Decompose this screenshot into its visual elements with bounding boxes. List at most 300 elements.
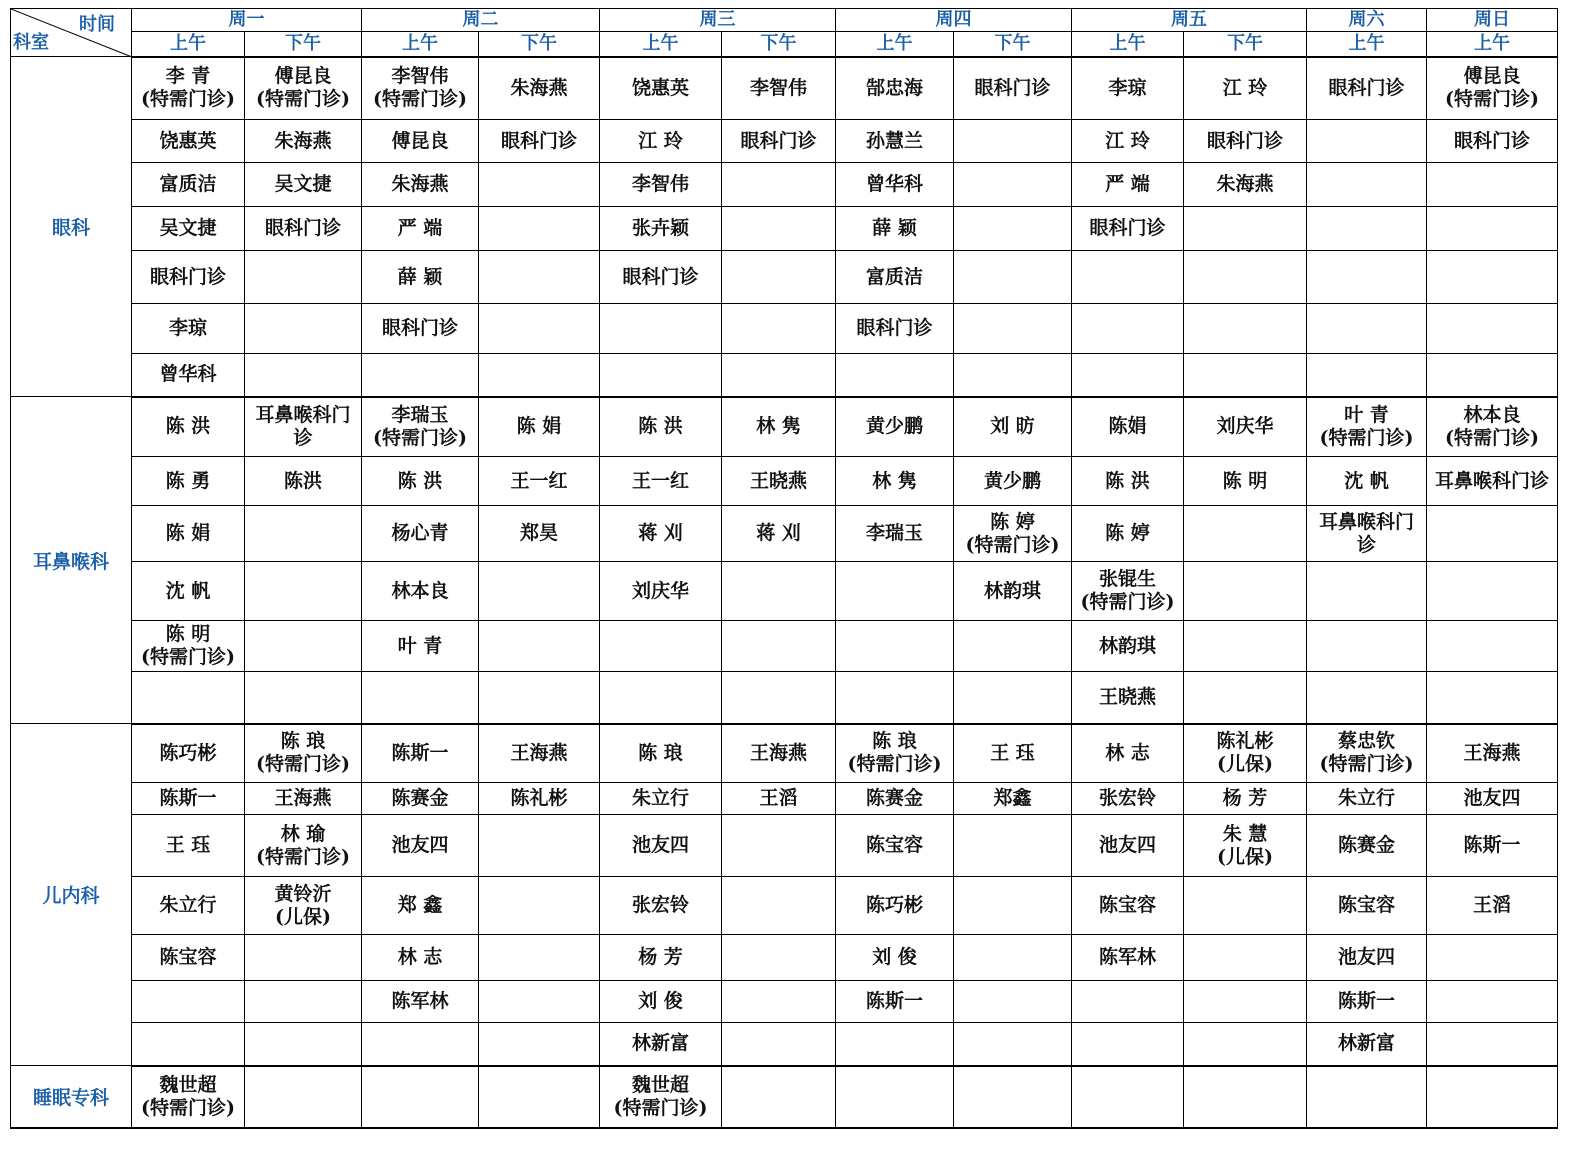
- doctor-name: 眼科门诊: [149, 265, 226, 288]
- schedule-cell: [479, 672, 600, 724]
- schedule-cell: [1184, 672, 1307, 724]
- schedule-cell: [479, 877, 600, 935]
- schedule-cell: [132, 457, 245, 506]
- schedule-cell: [1427, 304, 1558, 354]
- schedule-cell: [132, 783, 245, 815]
- doctor-name: 郑 鑫: [397, 894, 443, 916]
- schedule-cell: [479, 621, 600, 672]
- schedule-cell: [1072, 621, 1184, 672]
- schedule-cell: [245, 354, 362, 397]
- schedule-row: [11, 621, 1558, 672]
- schedule-cell: [1307, 1066, 1427, 1128]
- doctor-name: 池友四: [1337, 946, 1395, 968]
- schedule-cell: [362, 397, 479, 457]
- doctor-name: 王海燕: [274, 787, 332, 809]
- schedule-cell: [1427, 120, 1558, 163]
- doctor-name: 江 玲: [1105, 129, 1150, 152]
- doctor-name: 刘庆华: [1216, 415, 1274, 438]
- schedule-cell: [722, 783, 836, 815]
- doctor-name: 陈赛金: [865, 787, 923, 809]
- schedule-cell: [1427, 935, 1558, 981]
- schedule-cell: [479, 935, 600, 981]
- schedule-cell: [479, 1066, 600, 1128]
- schedule-cell: [132, 672, 245, 724]
- schedule-cell: [245, 935, 362, 981]
- schedule-cell: [362, 724, 479, 783]
- schedule-cell: [1072, 506, 1184, 562]
- schedule-cell: [1307, 163, 1427, 207]
- schedule-cell: [600, 621, 722, 672]
- schedule-cell: [1184, 724, 1307, 783]
- doctor-name: 陈 娟: [165, 522, 211, 544]
- doctor-name: 沈 帆: [165, 579, 211, 602]
- half-day-header: 下午: [479, 32, 600, 57]
- doctor-name: 林本良 (特需门诊): [1445, 403, 1539, 449]
- schedule-cell: [954, 120, 1072, 163]
- schedule-cell: [1184, 562, 1307, 621]
- schedule-cell: [132, 1066, 245, 1128]
- schedule-cell: [1307, 207, 1427, 251]
- schedule-cell: [600, 457, 722, 506]
- schedule-row: [11, 672, 1558, 724]
- schedule-body: [11, 57, 1558, 1128]
- doctor-name: 眼科门诊: [264, 217, 341, 239]
- schedule-cell: [245, 877, 362, 935]
- schedule-cell: [1184, 120, 1307, 163]
- day-header: 周二: [362, 9, 600, 32]
- schedule-cell: [1427, 251, 1558, 304]
- doctor-name: 刘 俊: [638, 990, 683, 1012]
- schedule-cell: [1184, 304, 1307, 354]
- doctor-name: 朱海燕: [391, 173, 449, 195]
- doctor-name: 张宏铃: [1098, 787, 1156, 809]
- day-header-row: [11, 9, 1558, 32]
- doctor-name: 耳鼻喉科门诊: [1434, 469, 1549, 492]
- doctor-name: 叶 青: [397, 634, 443, 657]
- half-day-header: 上午: [1427, 32, 1558, 57]
- doctor-name: 孙慧兰: [865, 129, 923, 152]
- schedule-cell: [362, 251, 479, 304]
- schedule-row: [11, 207, 1558, 251]
- doctor-name: 曾华科: [159, 363, 217, 386]
- doctor-name: 王一红: [510, 469, 568, 492]
- doctor-name: 刘庆华: [631, 579, 689, 602]
- schedule-cell: [836, 1066, 954, 1128]
- doctor-name: 陈巧彬: [159, 741, 217, 764]
- schedule-cell: [954, 457, 1072, 506]
- schedule-cell: [479, 120, 600, 163]
- schedule-cell: [1427, 1066, 1558, 1128]
- schedule-cell: [600, 1066, 722, 1128]
- schedule-row: [11, 397, 1558, 457]
- doctor-name: 王海燕: [749, 741, 807, 764]
- schedule-cell: [722, 57, 836, 120]
- doctor-name: 林 瑜 (特需门诊): [256, 822, 350, 868]
- schedule-cell: [1184, 877, 1307, 935]
- schedule-row: [11, 57, 1558, 120]
- doctor-name: 李瑞玉 (特需门诊): [373, 403, 467, 449]
- schedule-cell: [132, 120, 245, 163]
- schedule-row: [11, 251, 1558, 304]
- doctor-name: 眼科门诊: [500, 129, 577, 152]
- doctor-name: 郑鑫: [993, 787, 1032, 809]
- doctor-name: 陈娟: [1108, 415, 1147, 438]
- day-header: 周四: [836, 9, 1072, 32]
- schedule-cell: [600, 163, 722, 207]
- schedule-cell: [600, 815, 722, 877]
- doctor-name: 傅昆良 (特需门诊): [256, 65, 350, 111]
- doctor-name: 池友四: [1098, 834, 1156, 856]
- doctor-name: 林新富: [1337, 1032, 1395, 1055]
- schedule-cell: [954, 672, 1072, 724]
- schedule-cell: [245, 815, 362, 877]
- schedule-cell: [132, 815, 245, 877]
- schedule-cell: [954, 57, 1072, 120]
- schedule-cell: [362, 120, 479, 163]
- doctor-name: 池友四: [391, 834, 449, 856]
- schedule-cell: [362, 783, 479, 815]
- schedule-cell: [362, 672, 479, 724]
- doctor-name: 王晓燕: [1098, 685, 1156, 708]
- doctor-name: 陈赛金: [1337, 834, 1395, 856]
- doctor-name: 朱立行: [159, 894, 217, 916]
- doctor-name: 陈宝容: [159, 946, 217, 968]
- doctor-name: 眼科门诊: [1089, 217, 1166, 239]
- schedule-cell: [1427, 457, 1558, 506]
- schedule-cell: [836, 783, 954, 815]
- schedule-cell: [362, 815, 479, 877]
- schedule-cell: [836, 304, 954, 354]
- schedule-cell: [954, 304, 1072, 354]
- schedule-cell: [245, 621, 362, 672]
- doctor-name: 杨 芳: [638, 946, 683, 968]
- doctor-name: 林 志: [1105, 741, 1150, 764]
- half-header-row: [11, 32, 1558, 57]
- doctor-name: 陈 勇: [165, 469, 211, 492]
- doctor-name: 陈 婷: [1105, 522, 1150, 544]
- doctor-name: 陈 洪: [397, 469, 443, 492]
- schedule-cell: [722, 562, 836, 621]
- doctor-name: 王 珏: [165, 834, 211, 856]
- doctor-name: 陈斯一: [865, 990, 923, 1012]
- schedule-cell: [600, 724, 722, 783]
- doctor-name: 陈 娟: [516, 415, 562, 438]
- schedule-cell: [479, 724, 600, 783]
- schedule-cell: [245, 981, 362, 1023]
- schedule-cell: [722, 1023, 836, 1066]
- doctor-name: 王海燕: [1463, 741, 1521, 764]
- schedule-cell: [245, 57, 362, 120]
- doctor-name: 张宏铃: [631, 894, 689, 916]
- schedule-cell: [245, 163, 362, 207]
- doctor-name: 眼科门诊: [740, 129, 817, 152]
- doctor-name: 眼科门诊: [1453, 129, 1530, 152]
- schedule-cell: [1307, 935, 1427, 981]
- schedule-cell: [722, 724, 836, 783]
- schedule-cell: [245, 207, 362, 251]
- schedule-cell: [362, 621, 479, 672]
- doctor-name: 眼科门诊: [622, 265, 699, 288]
- schedule-cell: [600, 783, 722, 815]
- doctor-name: 林 志: [397, 946, 443, 968]
- schedule-cell: [245, 672, 362, 724]
- doctor-name: 王 珏: [990, 741, 1035, 764]
- day-header: 周六: [1307, 9, 1427, 32]
- department-label: 眼科: [11, 57, 132, 397]
- schedule-cell: [479, 981, 600, 1023]
- schedule-cell: [954, 783, 1072, 815]
- schedule-cell: [954, 981, 1072, 1023]
- schedule-cell: [362, 981, 479, 1023]
- doctor-name: 陈宝容: [1337, 894, 1395, 916]
- schedule-cell: [836, 981, 954, 1023]
- schedule-cell: [1307, 354, 1427, 397]
- schedule-cell: [600, 207, 722, 251]
- schedule-cell: [954, 207, 1072, 251]
- doctor-name: 陈 琅 (特需门诊): [256, 730, 350, 776]
- schedule-row: [11, 1023, 1558, 1066]
- schedule-cell: [132, 506, 245, 562]
- schedule-cell: [362, 457, 479, 506]
- schedule-row: [11, 1066, 1558, 1128]
- doctor-name: 朱海燕: [510, 76, 568, 99]
- half-day-header: 上午: [1072, 32, 1184, 57]
- schedule-cell: [600, 672, 722, 724]
- schedule-cell: [836, 724, 954, 783]
- department-label: 睡眠专科: [11, 1066, 132, 1128]
- doctor-name: 饶惠英: [159, 129, 217, 152]
- schedule-cell: [1307, 1023, 1427, 1066]
- schedule-cell: [954, 354, 1072, 397]
- doctor-name: 叶 青 (特需门诊): [1319, 403, 1414, 449]
- schedule-cell: [722, 1066, 836, 1128]
- doctor-name: 郑昊: [519, 522, 558, 544]
- schedule-cell: [722, 304, 836, 354]
- schedule-cell: [1427, 397, 1558, 457]
- schedule-row: [11, 304, 1558, 354]
- schedule-cell: [1072, 672, 1184, 724]
- doctor-name: 杨 芳: [1222, 787, 1268, 809]
- doctor-name: 严 端: [397, 217, 443, 239]
- schedule-cell: [600, 877, 722, 935]
- schedule-cell: [479, 815, 600, 877]
- doctor-name: 林本良: [391, 579, 449, 602]
- schedule-cell: [722, 506, 836, 562]
- half-day-header: 下午: [722, 32, 836, 57]
- doctor-name: 江 玲: [1222, 76, 1268, 99]
- schedule-cell: [479, 457, 600, 506]
- schedule-row: [11, 724, 1558, 783]
- schedule-row: [11, 981, 1558, 1023]
- schedule-row: [11, 877, 1558, 935]
- schedule-cell: [1072, 935, 1184, 981]
- schedule-cell: [1184, 621, 1307, 672]
- schedule-cell: [132, 251, 245, 304]
- schedule-cell: [954, 935, 1072, 981]
- doctor-name: 陈 明: [1222, 469, 1268, 492]
- doctor-name: 郜忠海: [865, 76, 923, 99]
- doctor-name: 陈赛金: [391, 787, 449, 809]
- schedule-cell: [1307, 981, 1427, 1023]
- schedule-cell: [1307, 120, 1427, 163]
- schedule-cell: [132, 57, 245, 120]
- schedule-cell: [1427, 981, 1558, 1023]
- schedule-cell: [1072, 562, 1184, 621]
- schedule-cell: [1184, 457, 1307, 506]
- day-header: 周五: [1072, 9, 1307, 32]
- schedule-cell: [1427, 815, 1558, 877]
- schedule-cell: [132, 163, 245, 207]
- schedule-cell: [954, 1066, 1072, 1128]
- schedule-cell: [245, 506, 362, 562]
- doctor-name: 陈洪: [283, 469, 322, 492]
- schedule-cell: [1184, 815, 1307, 877]
- doctor-name: 蒋 刈: [638, 522, 683, 544]
- doctor-name: 朱立行: [1337, 787, 1395, 809]
- schedule-row: [11, 783, 1558, 815]
- doctor-name: 陈斯一: [1337, 990, 1395, 1012]
- doctor-name: 眼科门诊: [974, 76, 1051, 99]
- schedule-cell: [1184, 1023, 1307, 1066]
- doctor-name: 张锟生 (特需门诊): [1080, 568, 1175, 613]
- schedule-cell: [132, 621, 245, 672]
- schedule-cell: [1427, 163, 1558, 207]
- schedule-cell: [1307, 506, 1427, 562]
- department-label: 儿内科: [11, 724, 132, 1066]
- doctor-name: 杨心青: [391, 522, 449, 544]
- schedule-cell: [836, 457, 954, 506]
- doctor-name: 刘 俊: [872, 946, 917, 968]
- schedule-cell: [954, 562, 1072, 621]
- schedule-cell: [1184, 354, 1307, 397]
- schedule-cell: [362, 1023, 479, 1066]
- half-day-header: 上午: [836, 32, 954, 57]
- doctor-name: 陈礼彬: [510, 787, 568, 809]
- doctor-name: 严 端: [1105, 173, 1150, 195]
- doctor-name: 李瑞玉: [865, 522, 923, 544]
- doctor-name: 林韵琪: [1098, 634, 1156, 657]
- schedule-row: [11, 562, 1558, 621]
- doctor-name: 耳鼻喉科门 诊: [1318, 510, 1414, 556]
- doctor-name: 陈 琅: [638, 741, 683, 764]
- schedule-cell: [1072, 724, 1184, 783]
- doctor-name: 蒋 刈: [756, 522, 801, 544]
- doctor-name: 蔡忠钦 (特需门诊): [1319, 730, 1414, 776]
- schedule-cell: [245, 457, 362, 506]
- doctor-name: 曾华科: [865, 173, 923, 195]
- day-header: 周三: [600, 9, 836, 32]
- schedule-cell: [245, 783, 362, 815]
- schedule-cell: [245, 724, 362, 783]
- doctor-name: 李琼: [168, 317, 207, 339]
- doctor-name: 林新富: [631, 1032, 689, 1055]
- half-day-header: 下午: [245, 32, 362, 57]
- schedule-cell: [479, 354, 600, 397]
- schedule-cell: [362, 354, 479, 397]
- schedule-cell: [362, 1066, 479, 1128]
- schedule-cell: [1427, 506, 1558, 562]
- schedule-cell: [722, 251, 836, 304]
- schedule-cell: [600, 562, 722, 621]
- schedule-cell: [1307, 877, 1427, 935]
- schedule-cell: [132, 304, 245, 354]
- schedule-cell: [1427, 354, 1558, 397]
- schedule-cell: [1072, 251, 1184, 304]
- doctor-name: 黄少鹏: [983, 469, 1041, 492]
- schedule-cell: [479, 397, 600, 457]
- schedule-cell: [132, 207, 245, 251]
- schedule-cell: [1184, 783, 1307, 815]
- doctor-name: 薛 颖: [872, 217, 917, 239]
- schedule-cell: [954, 621, 1072, 672]
- doctor-name: 李 青 (特需门诊): [141, 65, 235, 111]
- schedule-row: [11, 354, 1558, 397]
- schedule-cell: [479, 1023, 600, 1066]
- schedule-row: [11, 457, 1558, 506]
- doctor-name: 李智伟: [749, 76, 807, 99]
- schedule-cell: [954, 1023, 1072, 1066]
- doctor-name: 朱立行: [631, 787, 689, 809]
- schedule-cell: [132, 562, 245, 621]
- schedule-cell: [362, 163, 479, 207]
- schedule-cell: [600, 251, 722, 304]
- doctor-name: 眼科门诊: [1328, 76, 1405, 99]
- schedule-row: [11, 935, 1558, 981]
- schedule-cell: [1307, 815, 1427, 877]
- schedule-cell: [1307, 621, 1427, 672]
- schedule-cell: [1072, 815, 1184, 877]
- schedule-cell: [954, 397, 1072, 457]
- schedule-cell: [954, 163, 1072, 207]
- schedule-cell: [1427, 1023, 1558, 1066]
- doctor-name: 陈礼彬 (儿保): [1216, 730, 1274, 776]
- doctor-name: 眼科门诊: [1206, 129, 1283, 152]
- schedule-cell: [362, 207, 479, 251]
- schedule-cell: [245, 562, 362, 621]
- schedule-cell: [600, 506, 722, 562]
- schedule-cell: [954, 877, 1072, 935]
- schedule-cell: [479, 251, 600, 304]
- half-day-header: 上午: [600, 32, 722, 57]
- schedule-cell: [1307, 251, 1427, 304]
- doctor-name: 陈军林: [1098, 946, 1156, 968]
- schedule-cell: [1184, 251, 1307, 304]
- schedule-cell: [132, 354, 245, 397]
- schedule-cell: [132, 935, 245, 981]
- schedule-cell: [836, 397, 954, 457]
- half-day-header: 上午: [132, 32, 245, 57]
- schedule-cell: [362, 562, 479, 621]
- doctor-name: 陈宝容: [865, 834, 923, 856]
- schedule-cell: [1072, 877, 1184, 935]
- schedule-cell: [600, 57, 722, 120]
- schedule-cell: [722, 397, 836, 457]
- schedule-cell: [479, 163, 600, 207]
- doctor-name: 眼科门诊: [856, 317, 933, 339]
- doctor-name: 朱海燕: [274, 129, 332, 152]
- schedule-cell: [1427, 724, 1558, 783]
- schedule-cell: [836, 57, 954, 120]
- corner-time-label: 时间: [79, 14, 115, 35]
- schedule-cell: [954, 251, 1072, 304]
- schedule-cell: [1427, 57, 1558, 120]
- schedule-cell: [836, 163, 954, 207]
- schedule-cell: [1072, 207, 1184, 251]
- schedule-cell: [1307, 672, 1427, 724]
- half-day-header: 上午: [1307, 32, 1427, 57]
- schedule-cell: [1072, 1066, 1184, 1128]
- schedule-cell: [600, 120, 722, 163]
